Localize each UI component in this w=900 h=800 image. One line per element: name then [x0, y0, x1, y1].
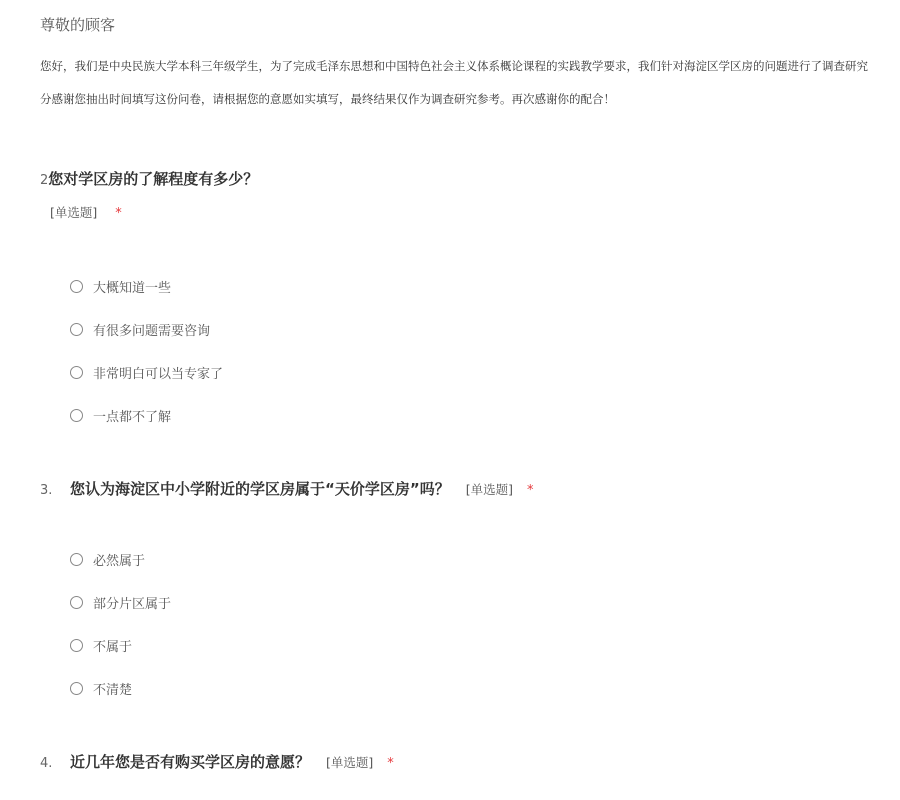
question-4-title: 近几年您是否有购买学区房的意愿？ — [70, 753, 311, 771]
question-4-required-marker: * — [387, 756, 394, 771]
intro-text-line-2: 分感谢您抽出时间填写这份问卷，请根据您的意愿如实填写，最终结果仅作为调查研究参考。再次感谢你的配合！ — [40, 92, 615, 106]
question-3 — [40, 478, 534, 499]
question-2-title: 您对学区房的了解程度有多少？ — [48, 170, 259, 188]
intro-text-line-1: 您好，我们是中央民族大学本科三年级学生，为了完成毛泽东思想和中国特色社会主义体系概论课程的实践教学要求，我们针对海淀区学区房的问题进行了调查研究 — [40, 59, 868, 73]
radio-button-icon[interactable] — [70, 639, 83, 652]
question-4-number: 4. — [40, 756, 53, 771]
question-2-options — [70, 276, 223, 448]
survey-intro — [40, 14, 900, 107]
question-3-option-1[interactable] — [70, 549, 171, 569]
question-2-number: 2 — [40, 173, 49, 188]
option-label: 有很多问题需要咨询 — [93, 323, 211, 339]
question-3-options — [70, 549, 171, 721]
question-2-option-1[interactable] — [70, 276, 223, 296]
question-3-title: 您认为海淀区中小学附近的学区房属于“天价学区房”吗？ — [70, 480, 450, 498]
radio-button-icon[interactable] — [70, 682, 83, 695]
option-label: 一点都不了解 — [93, 409, 172, 425]
question-3-option-2[interactable] — [70, 592, 171, 612]
radio-button-icon[interactable] — [70, 323, 83, 336]
question-3-type: [单选题] — [465, 482, 513, 497]
question-2-header — [40, 168, 258, 189]
question-3-header — [40, 478, 534, 499]
option-label: 非常明白可以当专家了 — [93, 366, 224, 382]
question-4-type: [单选题] — [326, 755, 374, 770]
question-2-option-4[interactable] — [70, 405, 223, 425]
question-2-required-marker: * — [115, 206, 122, 221]
question-4-header — [40, 751, 394, 772]
question-2-option-2[interactable] — [70, 319, 223, 339]
radio-button-icon[interactable] — [70, 280, 83, 293]
greeting-heading: 尊敬的顾客 — [40, 16, 116, 34]
option-label: 部分片区属于 — [93, 596, 172, 612]
radio-button-icon[interactable] — [70, 596, 83, 609]
question-2-type: [单选题] — [50, 205, 98, 220]
option-label: 大概知道一些 — [93, 280, 172, 296]
question-4 — [40, 751, 394, 772]
question-2 — [40, 168, 258, 221]
option-label: 必然属于 — [93, 553, 146, 569]
radio-button-icon[interactable] — [70, 409, 83, 422]
question-2-type-row — [50, 203, 258, 221]
question-3-number: 3. — [40, 483, 53, 498]
question-3-required-marker: * — [527, 483, 534, 498]
question-3-option-3[interactable] — [70, 635, 171, 655]
question-3-option-4[interactable] — [70, 678, 171, 698]
option-label: 不属于 — [93, 639, 133, 655]
question-2-option-3[interactable] — [70, 362, 223, 382]
option-label: 不清楚 — [93, 682, 133, 698]
radio-button-icon[interactable] — [70, 553, 83, 566]
radio-button-icon[interactable] — [70, 366, 83, 379]
